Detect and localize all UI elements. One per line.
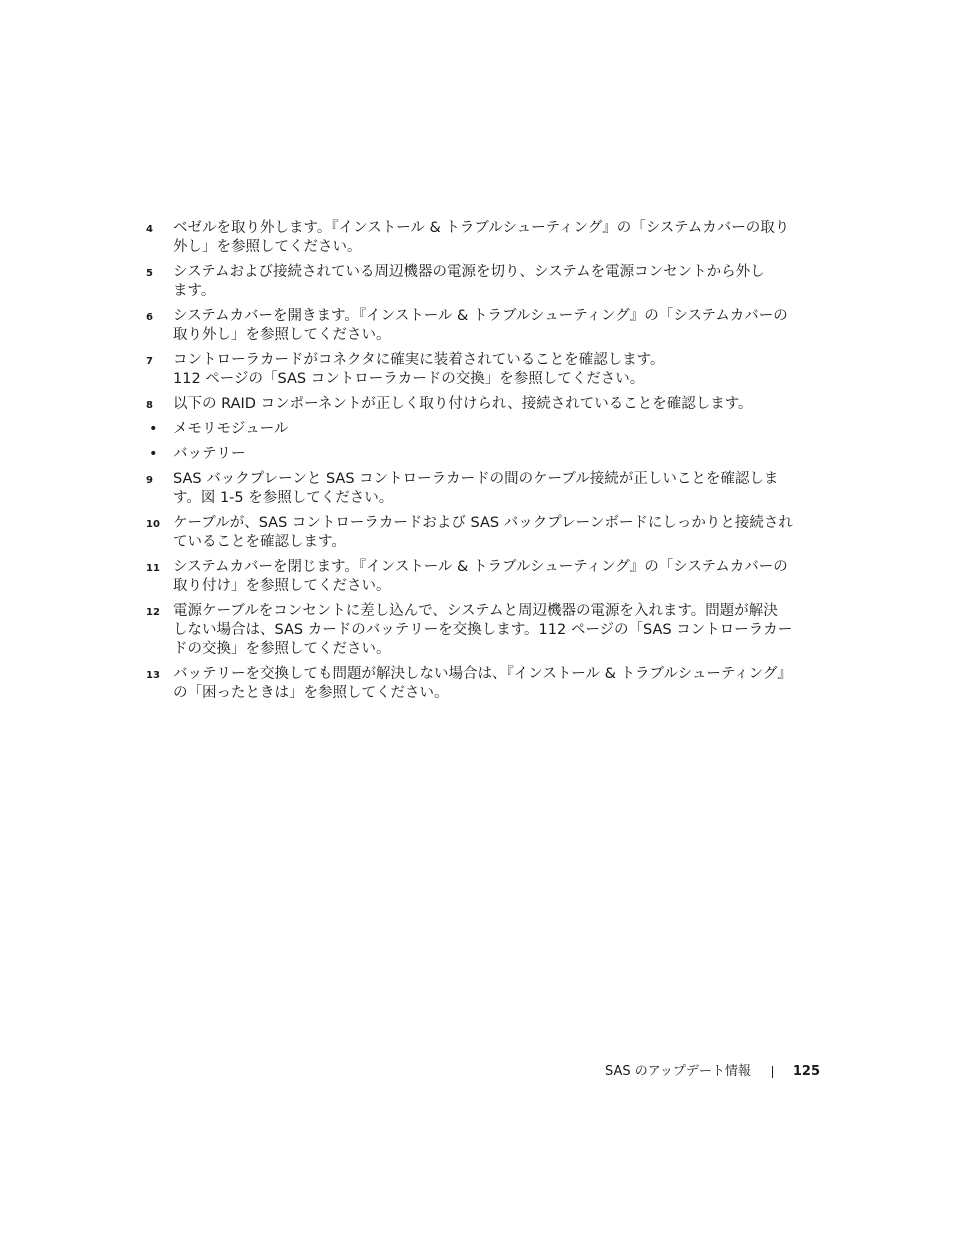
bullet-icon: • bbox=[149, 421, 158, 437]
step-text: バッテリーを交換しても問題が解決しない場合は、『インストール & トラブルシューティング』 の「困ったときは」を参照してください。 bbox=[173, 666, 792, 701]
step-6 bbox=[146, 307, 818, 345]
step-number: 8 bbox=[146, 400, 153, 411]
step-text: コントローラカードがコネクタに確実に装着されていることを確認します。 112 ページの「SAS コントローラカードの交換」を参照してください。 bbox=[173, 352, 665, 387]
bullet-icon: • bbox=[149, 446, 158, 462]
step-number: 11 bbox=[146, 563, 160, 574]
step-text: システムおよび接続されている周辺機器の電源を切り、システムを電源コンセントから外し ます。 bbox=[173, 264, 765, 299]
list-item bbox=[146, 445, 818, 464]
step-number: 4 bbox=[146, 224, 153, 235]
step-text: 以下の RAID コンポーネントが正しく取り付けられ、接続されていることを確認します。 bbox=[173, 396, 753, 412]
step-13 bbox=[146, 665, 818, 703]
step-text: SAS バックプレーンと SAS コントローラカードの間のケーブル接続が正しいことを確認しま す。図 1-5 を参照してください。 bbox=[173, 471, 779, 506]
step-number: 10 bbox=[146, 519, 160, 530]
step-text: システムカバーを閉じます。『インストール & トラブルシューティング』の「システムカバーの 取り付け」を参照してください。 bbox=[173, 559, 788, 594]
step-9 bbox=[146, 470, 818, 508]
step-12 bbox=[146, 602, 818, 659]
step-8 bbox=[146, 395, 818, 414]
step-7 bbox=[146, 351, 818, 389]
list-item bbox=[146, 420, 818, 439]
component-list bbox=[146, 420, 818, 464]
step-4 bbox=[146, 219, 818, 257]
step-11 bbox=[146, 558, 818, 596]
step-number: 5 bbox=[146, 268, 153, 279]
step-text: システムカバーを開きます。『インストール & トラブルシューティング』の「システムカバーの 取り外し」を参照してください。 bbox=[173, 308, 788, 343]
step-10 bbox=[146, 514, 818, 552]
step-number: 13 bbox=[146, 670, 160, 681]
step-number: 7 bbox=[146, 356, 153, 367]
procedure-steps bbox=[146, 219, 818, 709]
page-number: 125 bbox=[792, 1064, 820, 1079]
step-number: 12 bbox=[146, 607, 160, 618]
step-text: ベゼルを取り外します。『インストール & トラブルシューティング』の「システムカバーの取り 外し」を参照してください。 bbox=[173, 220, 790, 255]
footer-section-title: SAS のアップデート情報 bbox=[604, 1064, 751, 1079]
step-number: 9 bbox=[146, 475, 153, 486]
footer-divider bbox=[772, 1066, 773, 1078]
page-footer bbox=[605, 1062, 820, 1082]
step-5 bbox=[146, 263, 818, 301]
list-item-text: メモリモジュール bbox=[173, 421, 289, 437]
component-list-wrap bbox=[146, 420, 818, 464]
list-item-text: バッテリー bbox=[173, 446, 246, 462]
step-text: ケーブルが、SAS コントローラカードおよび SAS バックプレーンボードにしっかりと接続され ていることを確認します。 bbox=[173, 515, 793, 550]
step-number: 6 bbox=[146, 312, 153, 323]
step-text: 電源ケーブルをコンセントに差し込んで、システムと周辺機器の電源を入れます。問題が解決 しない場合は、SAS カードのバッテリーを交換します。112 ページの「SAS コントローラカー ドの交換」を参照してください。 bbox=[173, 603, 793, 657]
